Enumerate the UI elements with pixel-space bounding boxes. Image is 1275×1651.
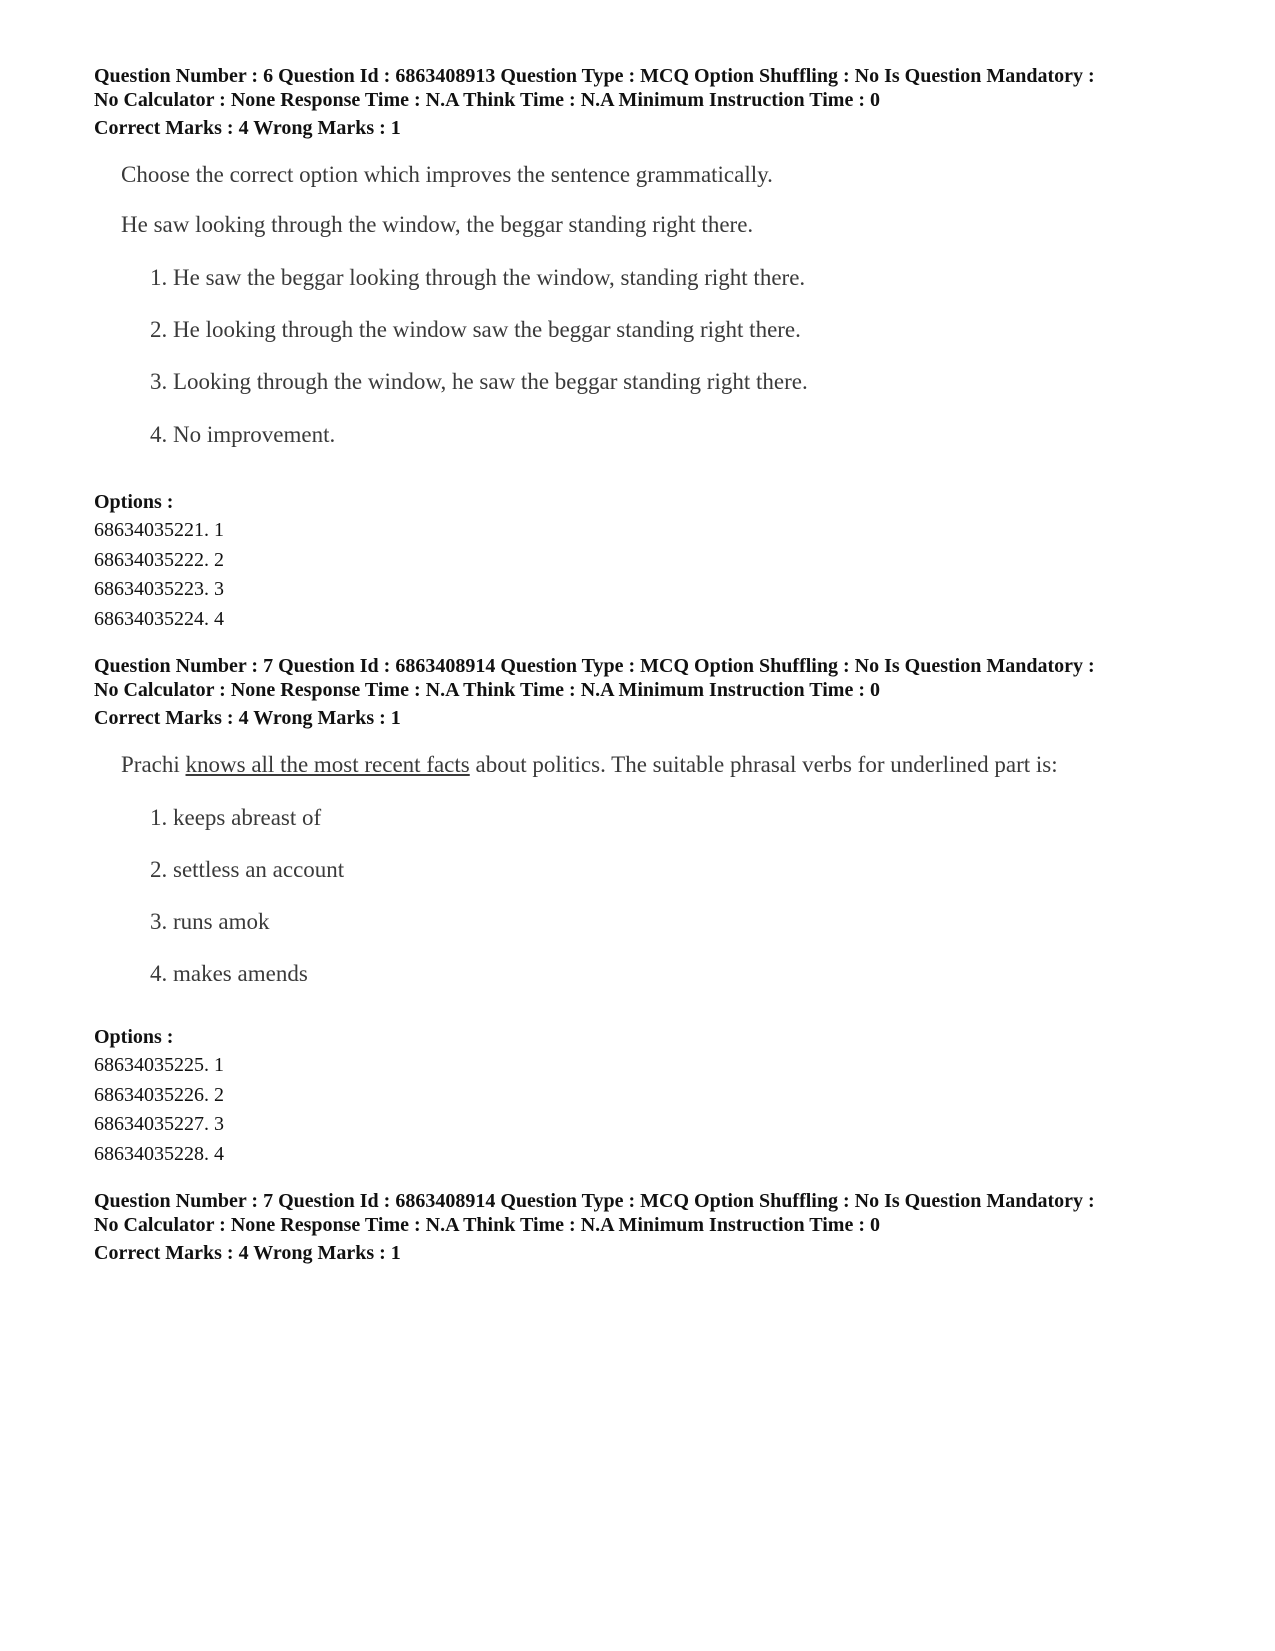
answer-choice-4: 4. makes amends [150, 961, 308, 986]
options-heading: Options : [94, 1026, 174, 1048]
question-instruction: Choose the correct option which improves the sentence grammatically. [121, 162, 773, 187]
marks-line: Correct Marks : 4 Wrong Marks : 1 [94, 707, 401, 729]
marks-line: Correct Marks : 4 Wrong Marks : 1 [94, 1242, 401, 1264]
question-image [94, 140, 1214, 488]
option-row: 68634035221. 1 [94, 519, 224, 541]
answer-choice-1: 1. keeps abreast of [150, 805, 322, 830]
option-row: 68634035222. 2 [94, 548, 224, 571]
option-row: 68634035227. 3 [94, 1113, 224, 1135]
question-stem-underlined: knows all the most recent facts [185, 752, 470, 777]
question-stem-prefix: Prachi [121, 752, 186, 777]
question-stem-suffix: about politics. The suitable phrasal verbs for underlined part is: [469, 752, 1058, 777]
option-row: 68634035225. 1 [94, 1054, 224, 1076]
question-stem [121, 751, 1058, 779]
answer-choice-2: 2. He looking through the window saw the beggar standing right there. [150, 317, 801, 342]
question-sentence: He saw looking through the window, the beggar standing right there. [121, 212, 754, 237]
question-meta-line-2: No Calculator : None Response Time : N.A Think Time : N.A Minimum Instruction Time : 0 [94, 679, 880, 701]
question-meta-line-2: No Calculator : None Response Time : N.A Think Time : N.A Minimum Instruction Time : 0 [94, 89, 880, 111]
question-block-7 [94, 654, 1214, 1169]
answer-choice-1: 1. He saw the beggar looking through the window, standing right there. [150, 265, 806, 290]
answer-choice-2: 2. settless an account [150, 857, 345, 882]
question-block-6 [94, 64, 1214, 634]
question-image [94, 730, 1214, 1023]
question-meta-line-1: Question Number : 7 Question Id : 6863408914 Question Type : MCQ Option Shuffling : No Is Question Mandatory : [94, 655, 1095, 677]
answer-choice-3: 3. Looking through the window, he saw the beggar standing right there. [150, 369, 808, 394]
option-row: 68634035223. 3 [94, 578, 224, 600]
options-heading: Options : [94, 491, 174, 513]
option-row: 68634035226. 2 [94, 1083, 224, 1106]
option-row: 68634035228. 4 [94, 1142, 224, 1165]
answer-choice-4: 4. No improvement. [150, 422, 336, 447]
question-meta-line-2: No Calculator : None Response Time : N.A Think Time : N.A Minimum Instruction Time : 0 [94, 1214, 880, 1236]
question-meta-line-1: Question Number : 6 Question Id : 6863408913 Question Type : MCQ Option Shuffling : No Is Question Mandatory : [94, 65, 1095, 87]
question-meta-line-1: Question Number : 7 Question Id : 6863408914 Question Type : MCQ Option Shuffling : No Is Question Mandatory : [94, 1190, 1095, 1212]
option-row: 68634035224. 4 [94, 607, 224, 630]
answer-choice-3: 3. runs amok [150, 909, 270, 934]
question-block-7-repeat [94, 1189, 1214, 1265]
marks-line: Correct Marks : 4 Wrong Marks : 1 [94, 117, 401, 139]
